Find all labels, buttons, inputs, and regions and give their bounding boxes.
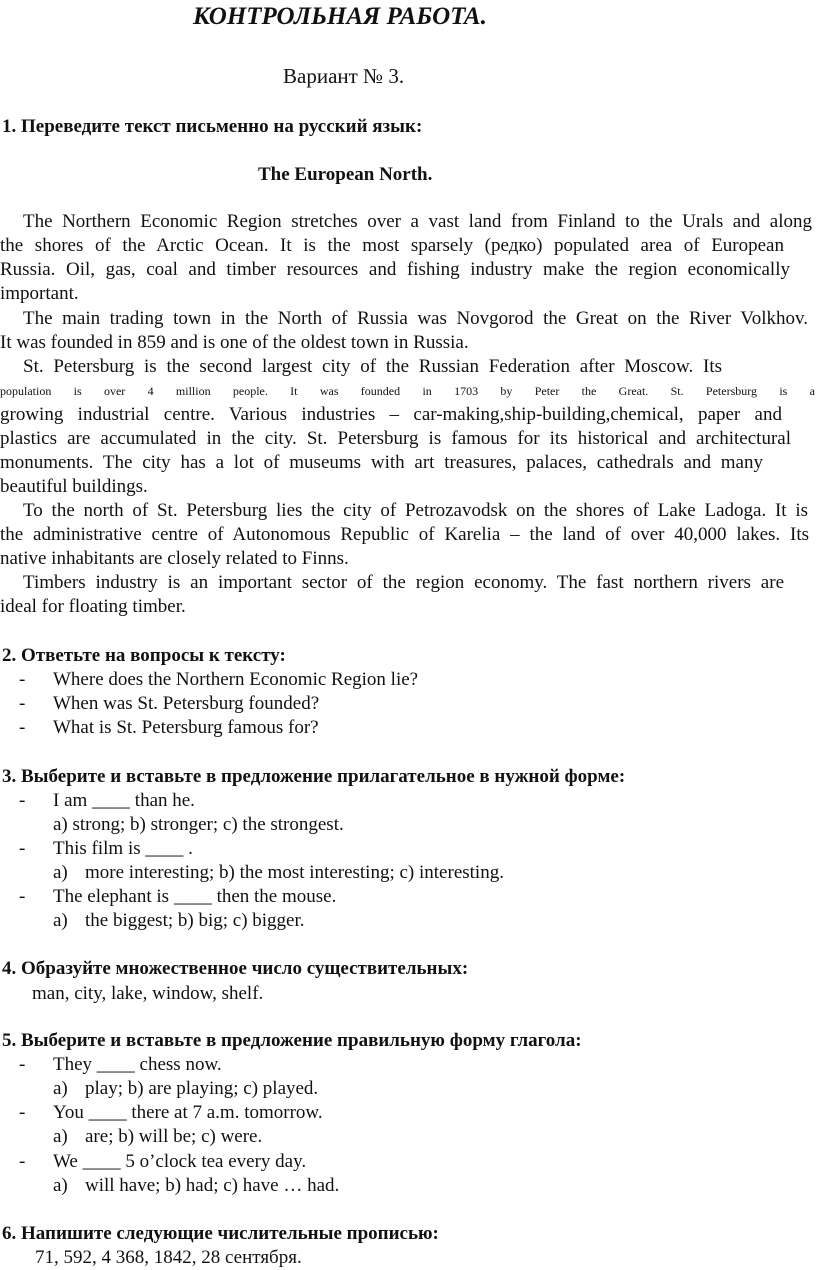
dash-marker: -	[19, 838, 26, 859]
task4-heading: 4. Образуйте множественное число существительных:	[2, 958, 469, 979]
text-title: The European North.	[258, 164, 433, 185]
option-letter: a)	[53, 1126, 68, 1147]
dash-marker: -	[19, 1054, 26, 1075]
answer-options: are; b) will be; c) were.	[85, 1126, 263, 1147]
exercise-sentence: You ____ there at 7 a.m. tomorrow.	[53, 1102, 323, 1123]
dash-marker: -	[19, 693, 26, 714]
text-line: ideal for floating timber.	[0, 596, 186, 617]
text-line: Russia. Oil, gas, coal and timber resources and fishing industry make the region economically	[0, 259, 790, 280]
dash-marker: -	[19, 669, 26, 690]
option-letter: a)	[53, 1175, 68, 1196]
dash-marker: -	[19, 1102, 26, 1123]
answer-options: the biggest; b) big; c) bigger.	[85, 910, 305, 931]
task3-heading: 3. Выберите и вставьте в предложение прилагательное в нужной форме:	[2, 766, 626, 787]
answer-options: will have; b) had; c) have … had.	[85, 1175, 340, 1196]
exercise-sentence: The elephant is ____ then the mouse.	[53, 886, 337, 907]
answer-options: play; b) are playing; c) played.	[85, 1078, 319, 1099]
answer-options: more interesting; b) the most interesting; c) interesting.	[85, 862, 504, 883]
text-line: The Northern Economic Region stretches over a vast land from Finland to the Urals and along	[23, 211, 812, 232]
question-item: When was St. Petersburg founded?	[53, 693, 320, 714]
dash-marker: -	[19, 790, 26, 811]
text-line: Timbers industry is an important sector of the region economy. The fast northern rivers are	[23, 572, 784, 593]
dash-marker: -	[19, 886, 26, 907]
dash-marker: -	[19, 717, 26, 738]
text-line: monuments. The city has a lot of museums with art treasures, palaces, cathedrals and many	[0, 452, 763, 473]
option-letter: a)	[53, 910, 68, 931]
text-line: The main trading town in the North of Russia was Novgorod the Great on the River Volkhov.	[23, 308, 808, 329]
text-line: the shores of the Arctic Ocean. It is the most sparsely (редко) populated area of European	[0, 235, 784, 256]
task2-heading: 2. Ответьте на вопросы к тексту:	[2, 645, 286, 666]
option-letter: a)	[53, 1078, 68, 1099]
text-line: plastics are accumulated in the city. St. Petersburg is famous for its historical and architectural	[0, 428, 791, 449]
text-line: It was founded in 859 and is one of the oldest town in Russia.	[0, 332, 469, 353]
text-line: native inhabitants are closely related to Finns.	[0, 548, 349, 569]
dash-marker: -	[19, 1151, 26, 1172]
text-line: important.	[0, 283, 79, 304]
text-line: the administrative centre of Autonomous Republic of Karelia – the land of over 40,000 lakes. Its	[0, 524, 809, 545]
text-line: St. Petersburg is the second largest city of the Russian Federation after Moscow. Its	[23, 356, 722, 377]
answer-options: a) strong; b) stronger; c) the strongest.	[53, 814, 344, 835]
noun-list: man, city, lake, window, shelf.	[32, 983, 264, 1004]
task6-heading: 6. Напишите следующие числительные прописью:	[2, 1223, 439, 1244]
task1-heading: 1. Переведите текст письменно на русский язык:	[2, 116, 423, 137]
question-item: What is St. Petersburg famous for?	[53, 717, 319, 738]
numbers-list: 71, 592, 4 368, 1842, 28 сентября.	[35, 1247, 302, 1268]
task5-heading: 5. Выберите и вставьте в предложение правильную форму глагола:	[2, 1030, 582, 1051]
exercise-sentence: I am ____ than he.	[53, 790, 195, 811]
text-line: beautiful buildings.	[0, 476, 148, 497]
text-line: growing industrial centre. Various industries – car-making,ship-building,chemical, paper and	[0, 404, 782, 425]
text-line: population is over 4 million people. It was founded in 1703 by Peter the Great. St. Petersburg is a	[0, 384, 815, 398]
exercise-sentence: This film is ____ .	[53, 838, 193, 859]
document-title: КОНТРОЛЬНАЯ РАБОТА.	[193, 3, 487, 30]
question-item: Where does the Northern Economic Region lie?	[53, 669, 419, 690]
exercise-sentence: They ____ chess now.	[53, 1054, 222, 1075]
variant-label: Вариант № 3.	[283, 64, 405, 88]
exercise-sentence: We ____ 5 o’clock tea every day.	[53, 1151, 307, 1172]
option-letter: a)	[53, 862, 68, 883]
text-line: To the north of St. Petersburg lies the city of Petrozavodsk on the shores of Lake Ladoga. It is	[23, 500, 808, 521]
